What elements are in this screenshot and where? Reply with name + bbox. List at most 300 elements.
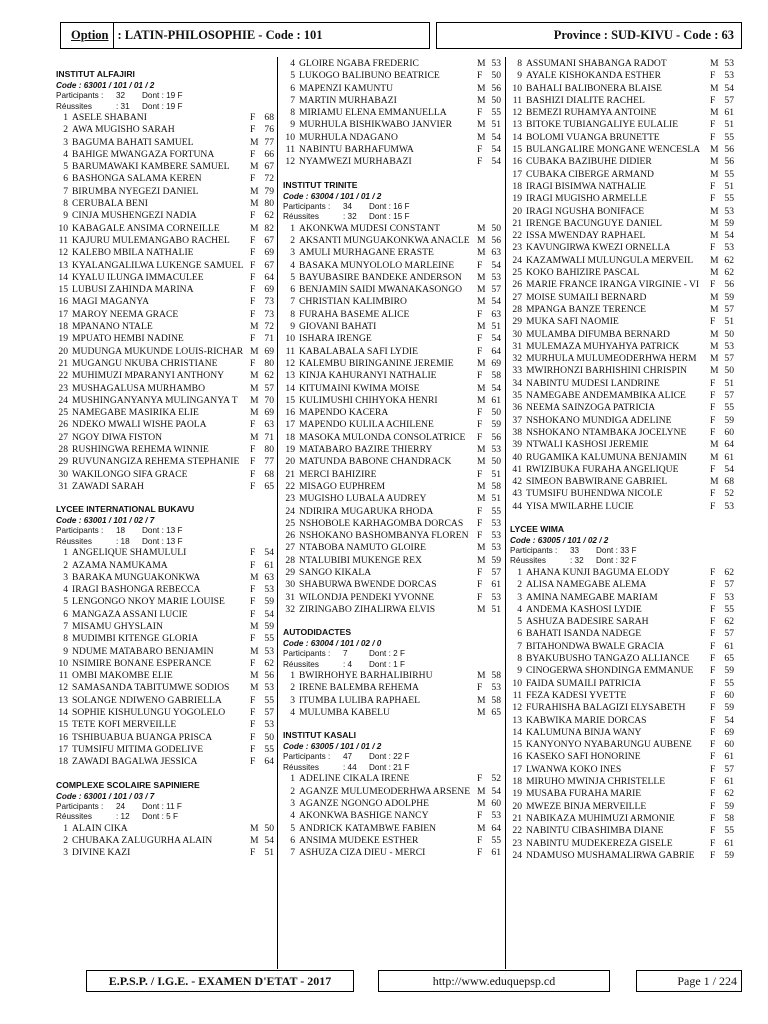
student-sex: F — [477, 579, 483, 591]
student-name: AZAMA NAMUKAMA — [72, 559, 168, 571]
student-row — [510, 70, 734, 82]
student-name: BEMEZI RUHAMYA ANTOINE — [526, 107, 657, 119]
student-score: 51 — [724, 180, 734, 192]
student-row — [56, 719, 274, 731]
student-row — [56, 633, 274, 645]
student-sex: M — [250, 407, 259, 419]
student-name: KALUMUNA BINJA WANY — [526, 726, 642, 738]
participants-row — [56, 526, 274, 537]
student-row — [510, 341, 734, 353]
participants-count: 34 — [343, 201, 353, 211]
student-name: FURAHISHA BALAGIZI ELYSABETH — [526, 702, 686, 714]
student-name: ASELE SHABANI — [72, 112, 147, 123]
student-row — [510, 156, 734, 168]
student-number: 4 — [63, 148, 68, 160]
student-score: 69 — [264, 345, 274, 357]
participants-female: Dont : 33 F — [596, 545, 637, 555]
student-sex: F — [250, 296, 256, 308]
student-score: 59 — [724, 291, 734, 303]
student-name: NDEKO MWALI WISHE PAOLA — [72, 419, 207, 431]
student-row — [56, 309, 274, 321]
website-link[interactable]: http://www.eduquepsp.cd — [378, 970, 610, 992]
student-row — [510, 690, 734, 702]
student-name: NSIMIRE BONANE ESPERANCE — [72, 657, 212, 669]
student-name: FAIDA SUMAILI PATRICIA — [526, 677, 642, 689]
student-score: 53 — [264, 584, 274, 596]
student-sex: M — [477, 480, 486, 492]
student-number: 29 — [285, 566, 295, 578]
student-name: MARIE FRANCE IRANGA VIRGINIE - VI — [526, 279, 700, 291]
school-code: Code : 63004 / 101 / 01 / 2 — [283, 191, 382, 201]
student-row — [510, 488, 734, 500]
student-row — [283, 823, 501, 835]
participants-row — [56, 91, 274, 102]
student-score: 59 — [724, 665, 734, 677]
student-score: 64 — [491, 345, 501, 357]
student-number: 15 — [285, 394, 295, 406]
student-row — [283, 773, 501, 785]
student-name: GIOVANI BAHATI — [299, 321, 377, 333]
student-sex: M — [710, 107, 719, 119]
student-score: 65 — [491, 707, 501, 719]
student-row — [283, 469, 501, 481]
student-sex: F — [250, 210, 256, 222]
student-name: NDIRIRA MUGARUKA RHODA — [299, 505, 434, 517]
student-sex: F — [250, 333, 256, 345]
student-row — [283, 579, 501, 591]
student-number: 26 — [512, 279, 522, 291]
student-name: MUKA SAFI NAOMIE — [526, 316, 619, 328]
student-score: 56 — [491, 82, 501, 94]
student-number: 18 — [285, 431, 295, 443]
student-row — [283, 247, 501, 259]
student-sex: F — [710, 616, 716, 628]
student-number: 27 — [512, 291, 522, 303]
student-row — [510, 95, 734, 107]
reussites-female: Dont : 21 F — [369, 762, 410, 772]
student-sex: F — [710, 279, 716, 291]
student-score: 57 — [724, 390, 734, 402]
student-score: 53 — [264, 719, 274, 731]
student-row — [510, 144, 734, 156]
student-name: NGOY DIWA FISTON — [72, 431, 163, 443]
student-row — [510, 788, 734, 800]
student-row — [283, 530, 501, 542]
student-score: 51 — [724, 316, 734, 328]
student-number: 16 — [58, 296, 68, 308]
participants-female: Dont : 11 F — [142, 801, 182, 811]
participants-row — [510, 546, 734, 557]
student-sex: F — [710, 849, 716, 861]
student-row — [283, 567, 501, 579]
student-sex: F — [710, 94, 716, 106]
student-sex: M — [250, 670, 259, 682]
student-number: 22 — [285, 480, 295, 492]
student-number: 20 — [58, 345, 68, 357]
student-score: 71 — [264, 431, 274, 443]
student-score: 60 — [724, 426, 734, 438]
province-value: Province : SUD-KIVU - Code : 63 — [553, 28, 734, 42]
student-name: ASHUZA CIZA DIEU - MERCI — [299, 847, 426, 859]
student-number: 13 — [285, 370, 295, 382]
student-score: 57 — [724, 94, 734, 106]
reussites-label: Réussites — [283, 762, 319, 772]
student-sex: M — [477, 493, 486, 505]
student-name: MURHULA BISHIKWABO JANVIER — [299, 119, 452, 131]
reussites-row — [56, 537, 274, 548]
student-row — [510, 329, 734, 341]
student-sex: F — [710, 591, 716, 603]
student-row — [56, 547, 274, 559]
student-sex: M — [477, 94, 486, 106]
student-number: 4 — [517, 603, 522, 615]
student-score: 61 — [491, 847, 501, 859]
student-row — [56, 596, 274, 608]
student-number: 1 — [63, 822, 68, 834]
reussites-row — [510, 556, 734, 567]
student-sex: M — [477, 444, 486, 456]
student-name: AKSANTI MUNGUAKONKWA ANACLE — [299, 234, 470, 246]
student-row — [510, 181, 734, 193]
student-name: SANGO KIKALA — [299, 566, 372, 578]
student-name: SOPHIE KISHULUNGU YOGOLELO — [72, 707, 226, 719]
student-score: 54 — [491, 131, 501, 143]
student-sex: M — [710, 476, 719, 488]
student-row — [56, 456, 274, 468]
student-number: 30 — [512, 328, 522, 340]
student-number: 8 — [63, 198, 68, 210]
student-score: 64 — [491, 822, 501, 834]
student-sex: F — [477, 419, 483, 431]
student-number: 18 — [512, 776, 522, 788]
student-row — [56, 756, 274, 768]
student-score: 69 — [264, 247, 274, 259]
student-score: 50 — [491, 456, 501, 468]
student-number: 10 — [512, 82, 522, 94]
student-number: 43 — [512, 488, 522, 500]
student-name: CUBAKA CIBERGE ARMAND — [526, 168, 654, 180]
student-number: 21 — [512, 812, 522, 824]
student-row — [56, 609, 274, 621]
student-name: KABAGALE ANSIMA CORNEILLE — [72, 222, 220, 234]
student-name: AHANA KUNJI BAGUMA ELODY — [526, 566, 670, 578]
student-row — [283, 670, 501, 682]
student-name: MAROY NEEMA GRACE — [72, 308, 179, 320]
student-number: 3 — [517, 591, 522, 603]
student-score: 62 — [724, 254, 734, 266]
student-name: BULANGALIRE MONGANE WENCESLA — [526, 144, 701, 156]
student-name: MPANANO NTALE — [72, 321, 153, 333]
student-score: 53 — [264, 645, 274, 657]
student-row — [283, 786, 501, 798]
student-name: AMINA NAMEGABE MARIAM — [526, 591, 658, 603]
student-name: NSHOKANO NTAMBAKA JOCELYNE — [526, 426, 687, 438]
student-name: ANDRICK KATAMBWE FABIEN — [299, 822, 437, 834]
student-row — [510, 653, 734, 665]
student-row — [510, 776, 734, 788]
student-number: 5 — [517, 616, 522, 628]
student-score: 54 — [264, 834, 274, 846]
student-score: 53 — [724, 242, 734, 254]
reussites-count: : 31 — [116, 101, 130, 111]
school-section — [283, 729, 501, 859]
student-number: 22 — [512, 825, 522, 837]
student-name: SHABURWA BWENDE DORCAS — [299, 579, 437, 591]
student-number: 28 — [58, 444, 68, 456]
student-name: MUDIMBI KITENGE GLORIA — [72, 633, 199, 645]
student-number: 15 — [512, 144, 522, 156]
student-row — [56, 670, 274, 682]
student-number: 5 — [63, 596, 68, 608]
student-score: 68 — [264, 112, 274, 123]
student-score: 50 — [491, 94, 501, 106]
student-sex: F — [250, 468, 256, 480]
student-sex: F — [710, 500, 716, 512]
student-score: 57 — [724, 353, 734, 365]
student-name: ANSIMA MUDEKE ESTHER — [299, 834, 419, 846]
student-name: KABALABALA SAFI LYDIE — [299, 345, 418, 357]
student-row — [283, 83, 501, 95]
student-row — [510, 678, 734, 690]
student-number: 26 — [58, 419, 68, 431]
student-score: 57 — [264, 382, 274, 394]
student-sex: F — [710, 463, 716, 475]
student-score: 54 — [724, 714, 734, 726]
student-row — [510, 567, 734, 579]
student-score: 59 — [264, 596, 274, 608]
student-name: MUGANGU NKUBA CHRISTIANE — [72, 357, 218, 369]
student-score: 53 — [724, 70, 734, 82]
student-name: RUSHINGWA REHEMA WINNIE — [72, 444, 209, 456]
reussites-female: Dont : 32 F — [596, 556, 637, 566]
student-name: MUDUNGA MUKUNDE LOUIS-RICHAR — [72, 345, 244, 357]
student-number: 9 — [517, 70, 522, 82]
student-sex: F — [477, 345, 483, 357]
student-sex: M — [477, 131, 486, 143]
student-row — [283, 707, 501, 719]
student-name: MUSHINGANYANYA MULINGANYA T — [72, 394, 238, 406]
student-score: 54 — [724, 463, 734, 475]
student-row — [56, 235, 274, 247]
student-sex: M — [710, 291, 719, 303]
student-number: 21 — [285, 468, 295, 480]
student-score: 76 — [264, 124, 274, 136]
student-number: 3 — [290, 247, 295, 259]
student-score: 60 — [724, 689, 734, 701]
student-name: MANGAZA ASSANI LUCIE — [72, 608, 188, 620]
student-number: 8 — [63, 633, 68, 645]
student-score: 55 — [724, 131, 734, 143]
student-row — [510, 739, 734, 751]
student-sex: F — [710, 800, 716, 812]
student-number: 4 — [290, 810, 295, 822]
student-sex: M — [250, 370, 259, 382]
student-number: 21 — [58, 357, 68, 369]
student-number: 5 — [63, 161, 68, 173]
student-sex: F — [710, 653, 716, 665]
student-sex: F — [477, 370, 483, 382]
student-sex: F — [710, 689, 716, 701]
student-sex: M — [250, 345, 259, 357]
participants-count: 7 — [343, 649, 348, 659]
student-row — [283, 395, 501, 407]
student-sex: F — [710, 119, 716, 131]
student-name: MIRIAMU ELENA EMMANUELLA — [299, 107, 447, 119]
student-name: KAZAMWALI MULUNGULA MERVEIL — [526, 254, 694, 266]
student-row — [510, 316, 734, 328]
student-number: 4 — [290, 58, 295, 69]
student-number: 1 — [63, 112, 68, 123]
student-score: 57 — [724, 628, 734, 640]
student-number: 5 — [290, 271, 295, 283]
student-score: 53 — [491, 517, 501, 529]
student-name: CHUBAKA ZALUGURHA ALAIN — [72, 834, 213, 846]
student-sex: M — [250, 394, 259, 406]
student-score: 54 — [264, 608, 274, 620]
student-name: MAGI MAGANYA — [72, 296, 150, 308]
student-sex: F — [250, 756, 256, 768]
student-sex: F — [477, 517, 483, 529]
student-row — [510, 415, 734, 427]
student-name: MERCI BAHIZIRE — [299, 468, 377, 480]
reussites-count: : 32 — [570, 556, 584, 566]
student-name: BARAKA MUNGUAKONKWA — [72, 571, 201, 583]
student-score: 50 — [491, 222, 501, 234]
student-row — [510, 592, 734, 604]
student-name: LENGONGO NKOY MARIE LOUISE — [72, 596, 225, 608]
student-sex: M — [710, 353, 719, 365]
student-name: MUGISHO LUBALA AUDREY — [299, 493, 427, 505]
student-number: 10 — [285, 333, 295, 345]
student-sex: F — [250, 633, 256, 645]
student-sex: M — [250, 382, 259, 394]
student-number: 9 — [63, 210, 68, 222]
student-number: 24 — [512, 849, 522, 861]
student-row — [510, 427, 734, 439]
student-sex: M — [477, 321, 486, 333]
student-name: TUMSIFU MITIMA GODELIVE — [72, 743, 204, 755]
student-name: MATABARO BAZIRE THIERRY — [299, 444, 433, 456]
student-score: 50 — [491, 70, 501, 82]
student-number: 7 — [290, 94, 295, 106]
student-sex: F — [710, 70, 716, 82]
student-score: 77 — [264, 136, 274, 148]
student-sex: F — [477, 144, 483, 156]
student-number: 39 — [512, 439, 522, 451]
student-sex: F — [250, 247, 256, 259]
student-number: 41 — [512, 463, 522, 475]
school-name: LYCEE WIMA — [510, 523, 565, 534]
student-number: 12 — [512, 107, 522, 119]
student-row — [56, 284, 274, 296]
student-number: 12 — [58, 247, 68, 259]
school-code: Code : 63001 / 101 / 02 / 7 — [56, 516, 155, 526]
student-row — [510, 132, 734, 144]
student-sex: F — [477, 468, 483, 480]
student-row — [56, 695, 274, 707]
student-name: BAYUBASIRE BANDEKE ANDERSON — [299, 271, 462, 283]
student-sex: F — [710, 603, 716, 615]
column-divider — [277, 57, 278, 969]
student-row — [510, 390, 734, 402]
student-name: BAHALI BALIBONERA BLAISE — [526, 82, 662, 94]
student-number: 22 — [512, 230, 522, 242]
student-number: 11 — [58, 670, 68, 682]
student-row — [510, 665, 734, 677]
student-number: 14 — [58, 707, 68, 719]
student-row — [510, 838, 734, 850]
student-name: MOISE SUMAILI BERNARD — [526, 291, 647, 303]
participants-count: 18 — [116, 526, 126, 536]
student-score: 54 — [491, 156, 501, 168]
participants-female: Dont : 2 F — [369, 649, 405, 659]
student-row — [283, 156, 501, 168]
student-score: 55 — [491, 107, 501, 119]
student-sex: M — [477, 456, 486, 468]
student-row — [56, 137, 274, 149]
student-number: 13 — [512, 119, 522, 131]
student-sex: M — [477, 247, 486, 259]
student-name: ISSA MWENDAY RAPHAEL — [526, 230, 646, 242]
student-sex: F — [250, 608, 256, 620]
student-name: MWIRHONZI BARHISHINI CHRISPIN — [526, 365, 687, 377]
student-number: 4 — [290, 707, 295, 719]
student-number: 2 — [63, 834, 68, 846]
school-name: INSTITUT ALFAJIRI — [56, 69, 135, 79]
student-row — [56, 744, 274, 756]
student-row — [56, 823, 274, 835]
student-name: FURAHA BASEME ALICE — [299, 308, 410, 320]
student-row — [56, 333, 274, 345]
student-score: 58 — [491, 480, 501, 492]
student-number: 2 — [63, 559, 68, 571]
student-score: 61 — [724, 451, 734, 463]
school-name: AUTODIDACTES — [283, 627, 352, 638]
student-row — [56, 186, 274, 198]
student-row — [510, 292, 734, 304]
student-name: BASAKA MUNYOLOLO MARLEINE — [299, 259, 455, 271]
student-score: 79 — [264, 185, 274, 197]
student-row — [56, 395, 274, 407]
school-name: COMPLEXE SCOLAIRE SAPINIERE — [56, 779, 200, 790]
student-row — [283, 419, 501, 431]
student-name: KANYONYO NYABARUNGU AUBENE — [526, 739, 692, 751]
student-number: 17 — [58, 308, 68, 320]
student-name: NAMEGABE ANDEMAMBIKA ALICE — [526, 390, 686, 402]
school-section — [56, 779, 274, 860]
student-name: NDAMUSO MUSHAMALIRWA GABRIE — [526, 849, 695, 861]
student-score: 51 — [491, 321, 501, 333]
student-score: 62 — [264, 210, 274, 222]
student-name: CINJA MUSHENGEZI NADIA — [72, 210, 197, 222]
student-name: NDUME MATABARO BENJAMIN — [72, 645, 214, 657]
student-score: 67 — [264, 234, 274, 246]
student-score: 56 — [724, 156, 734, 168]
student-sex: F — [710, 714, 716, 726]
student-name: ALISA NAMEGABE ALEMA — [526, 579, 647, 591]
student-score: 53 — [491, 591, 501, 603]
student-score: 62 — [724, 616, 734, 628]
student-sex: M — [250, 645, 259, 657]
student-score: 53 — [491, 542, 501, 554]
student-score: 51 — [491, 119, 501, 131]
reussites-label: Réussites — [283, 212, 319, 222]
student-score: 69 — [264, 407, 274, 419]
student-name: BIRUMBA NYEGEZI DANIEL — [72, 185, 199, 197]
student-name: ZAWADI BAGALWA JESSICA — [72, 756, 198, 768]
student-score: 58 — [491, 370, 501, 382]
student-number: 10 — [285, 131, 295, 143]
